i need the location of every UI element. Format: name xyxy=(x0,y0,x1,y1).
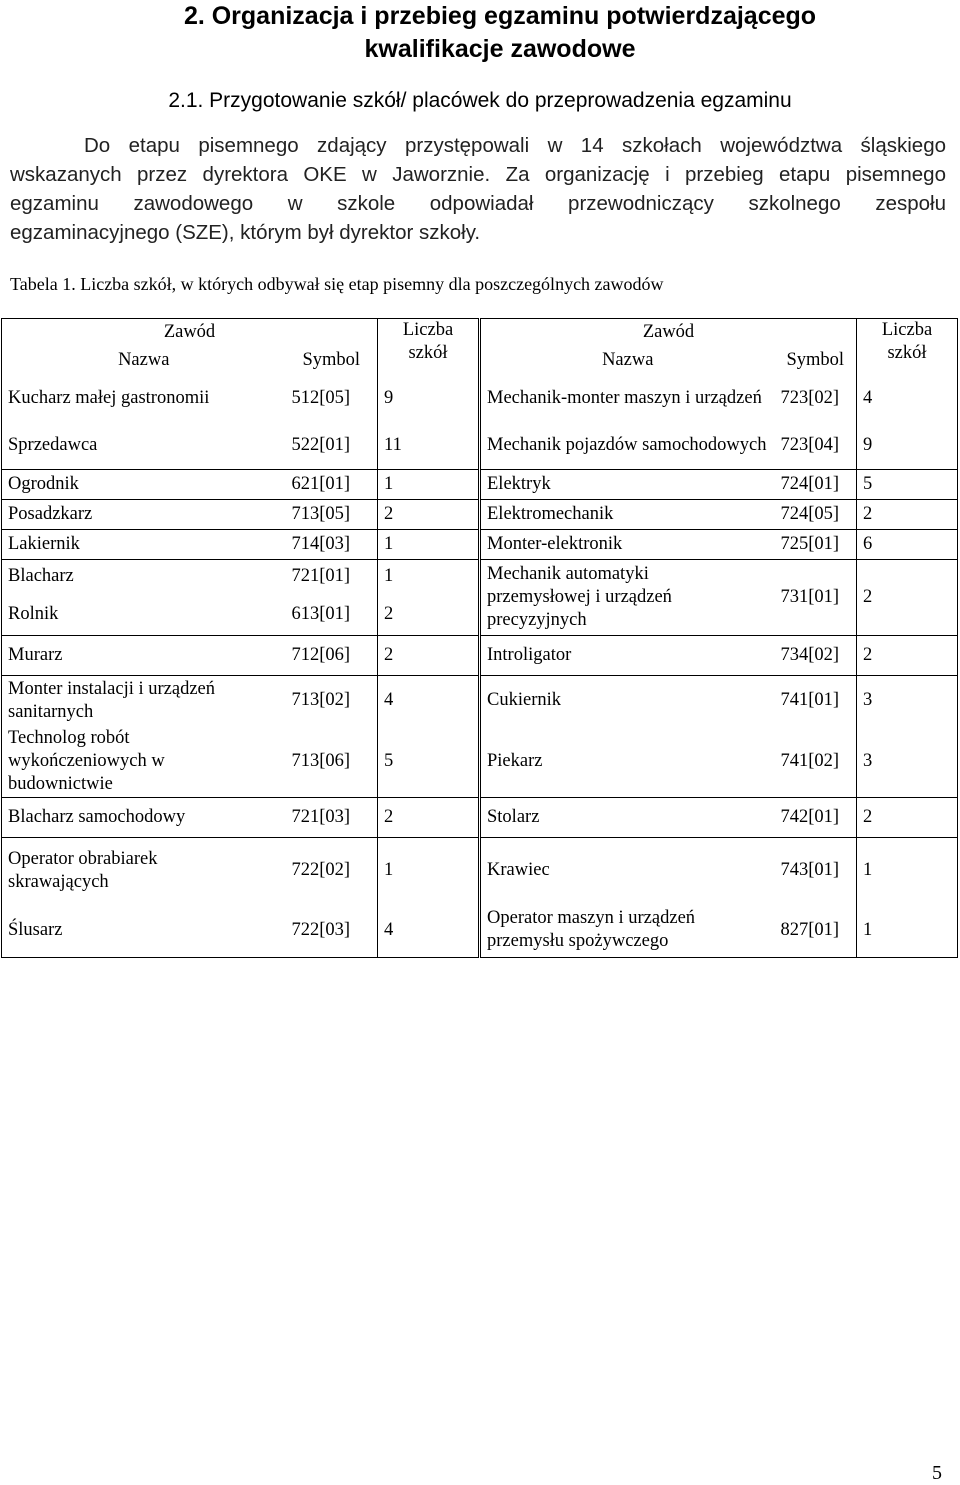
header-liczba-line2: szkół xyxy=(887,343,927,363)
cell-symbol: 713[06] xyxy=(286,726,378,798)
cell-symbol: 721[03] xyxy=(286,798,378,838)
cell-liczba: 11 xyxy=(378,422,480,470)
cell-nazwa: Introligator xyxy=(480,636,775,676)
header-liczba-line2: szkół xyxy=(408,343,448,363)
cell-symbol: 741[02] xyxy=(775,726,857,798)
cell-nazwa: Sprzedawca xyxy=(2,422,286,470)
cell-liczba: 1 xyxy=(378,470,480,500)
cell-nazwa: Monter-elektronik xyxy=(480,530,775,560)
cell-liczba: 2 xyxy=(857,798,958,838)
cell-symbol: 613[01] xyxy=(286,594,378,636)
cell-symbol: 512[05] xyxy=(291,387,351,408)
section-heading: 2.1. Przygotowanie szkół/ placówek do przeprowadzenia egzaminu xyxy=(168,89,792,112)
cell-liczba: 2 xyxy=(857,560,958,636)
header-liczba-line1: Liczba xyxy=(402,320,454,340)
header-nazwa-right: Nazwa xyxy=(480,347,775,375)
cell-liczba: 1 xyxy=(378,560,480,594)
chapter-heading xyxy=(0,0,960,66)
cell-symbol: 722[03] xyxy=(286,904,378,958)
header-liczba-left xyxy=(378,319,480,375)
chapter-heading-line1: 2. Organizacja i przebieg egzaminu potwierdzającego xyxy=(183,2,817,30)
cell-liczba: 4 xyxy=(378,904,480,958)
cell-symbol: 725[01] xyxy=(775,530,857,560)
header-liczba-right xyxy=(857,319,958,375)
cell-symbol: 827[01] xyxy=(775,904,857,958)
cell-symbol: 724[05] xyxy=(775,500,857,530)
header-zawod-right: Zawód xyxy=(480,319,857,347)
header-nazwa-left: Nazwa xyxy=(2,347,286,375)
cell-symbol: 723[02] xyxy=(780,387,840,408)
cell-liczba: 4 xyxy=(857,375,958,422)
cell-liczba: 9 xyxy=(378,375,480,422)
cell-liczba: 3 xyxy=(857,726,958,798)
cell-liczba: 1 xyxy=(857,838,958,904)
page-number: 5 xyxy=(932,1462,942,1484)
chapter-heading-line2: kwalifikacje zawodowe xyxy=(364,35,636,63)
header-zawod-left: Zawód xyxy=(2,319,378,347)
cell-nazwa: Operator obrabiarek skrawających xyxy=(2,838,286,904)
cell-nazwa: Elektryk xyxy=(480,470,775,500)
cell-liczba: 3 xyxy=(857,676,958,726)
cell-liczba: 1 xyxy=(378,530,480,560)
cell-liczba: 2 xyxy=(378,636,480,676)
cell-nazwa: Lakiernik xyxy=(2,530,286,560)
cell-symbol: 722[02] xyxy=(291,860,351,881)
cell-nazwa: Murarz xyxy=(2,636,286,676)
cell-nazwa: Monter instalacji i urządzeń sanitarnych xyxy=(2,676,286,726)
cell-liczba: 2 xyxy=(378,500,480,530)
cell-nazwa: Ślusarz xyxy=(2,904,286,958)
cell-nazwa: Cukiernik xyxy=(480,676,775,726)
cell-symbol: 712[06] xyxy=(286,636,378,676)
header-symbol-right: Symbol xyxy=(786,350,845,370)
cell-symbol: 743[01] xyxy=(780,860,840,881)
cell-liczba: 6 xyxy=(857,530,958,560)
cell-symbol: 741[01] xyxy=(780,690,840,711)
cell-liczba: 2 xyxy=(378,594,480,636)
paragraph-line: Do etapu pisemnego zdający przystępowali w 14 szkołach województwa śląskiego xyxy=(84,134,946,157)
cell-liczba: 9 xyxy=(857,422,958,470)
cell-nazwa: Rolnik xyxy=(2,594,286,636)
cell-nazwa: Ogrodnik xyxy=(2,470,286,500)
cell-symbol: 724[01] xyxy=(775,470,857,500)
cell-nazwa: Operator maszyn i urządzeń przemysłu spożywczego xyxy=(480,904,775,958)
cell-nazwa: Technolog robót wykończeniowych w budownictwie xyxy=(2,726,286,798)
cell-liczba: 4 xyxy=(378,676,480,726)
cell-symbol: 713[02] xyxy=(291,690,351,711)
schools-table xyxy=(1,318,958,958)
cell-nazwa: Posadzkarz xyxy=(2,500,286,530)
cell-liczba: 2 xyxy=(857,500,958,530)
cell-nazwa: Elektromechanik xyxy=(480,500,775,530)
cell-nazwa: Mechanik-monter maszyn i urządzeń xyxy=(480,375,775,422)
cell-symbol: 723[04] xyxy=(775,422,857,470)
cell-nazwa: Blacharz xyxy=(2,560,286,594)
cell-nazwa: Krawiec xyxy=(480,838,775,904)
paragraph-line: egzaminacyjnego (SZE), którym był dyrektor szkoły. xyxy=(10,221,481,244)
cell-symbol: 734[02] xyxy=(775,636,857,676)
cell-liczba: 5 xyxy=(857,470,958,500)
intro-paragraph xyxy=(10,131,946,247)
cell-symbol: 721[01] xyxy=(291,566,351,587)
cell-symbol: 621[01] xyxy=(286,470,378,500)
table-caption: Tabela 1. Liczba szkół, w których odbywał się etap pisemny dla poszczególnych zawodów xyxy=(10,274,664,294)
cell-liczba: 2 xyxy=(378,798,480,838)
paragraph-line: egzaminu zawodowego w szkole odpowiadał przewodniczący szkolnego zespołu xyxy=(10,192,946,215)
cell-liczba: 5 xyxy=(378,726,480,798)
cell-nazwa: Kucharz małej gastronomii xyxy=(2,375,286,422)
paragraph-line: wskazanych przez dyrektora OKE w Jaworznie. Za organizację i przebieg etapu pisemnego xyxy=(10,163,946,186)
cell-nazwa: Blacharz samochodowy xyxy=(2,798,286,838)
header-liczba-line1: Liczba xyxy=(881,320,933,340)
cell-symbol: 742[01] xyxy=(775,798,857,838)
cell-liczba: 1 xyxy=(857,904,958,958)
cell-nazwa: Piekarz xyxy=(480,726,775,798)
cell-nazwa: Mechanik pojazdów samochodowych xyxy=(480,422,775,470)
cell-symbol: 522[01] xyxy=(286,422,378,470)
cell-liczba: 2 xyxy=(857,636,958,676)
header-symbol-left: Symbol xyxy=(302,350,361,370)
cell-symbol: 713[05] xyxy=(286,500,378,530)
cell-nazwa: Stolarz xyxy=(480,798,775,838)
cell-symbol: 714[03] xyxy=(286,530,378,560)
cell-liczba: 1 xyxy=(378,838,480,904)
cell-nazwa: Mechanik automatyki przemysłowej i urządzeń precyzyjnych xyxy=(480,560,775,636)
cell-symbol: 731[01] xyxy=(775,560,857,636)
